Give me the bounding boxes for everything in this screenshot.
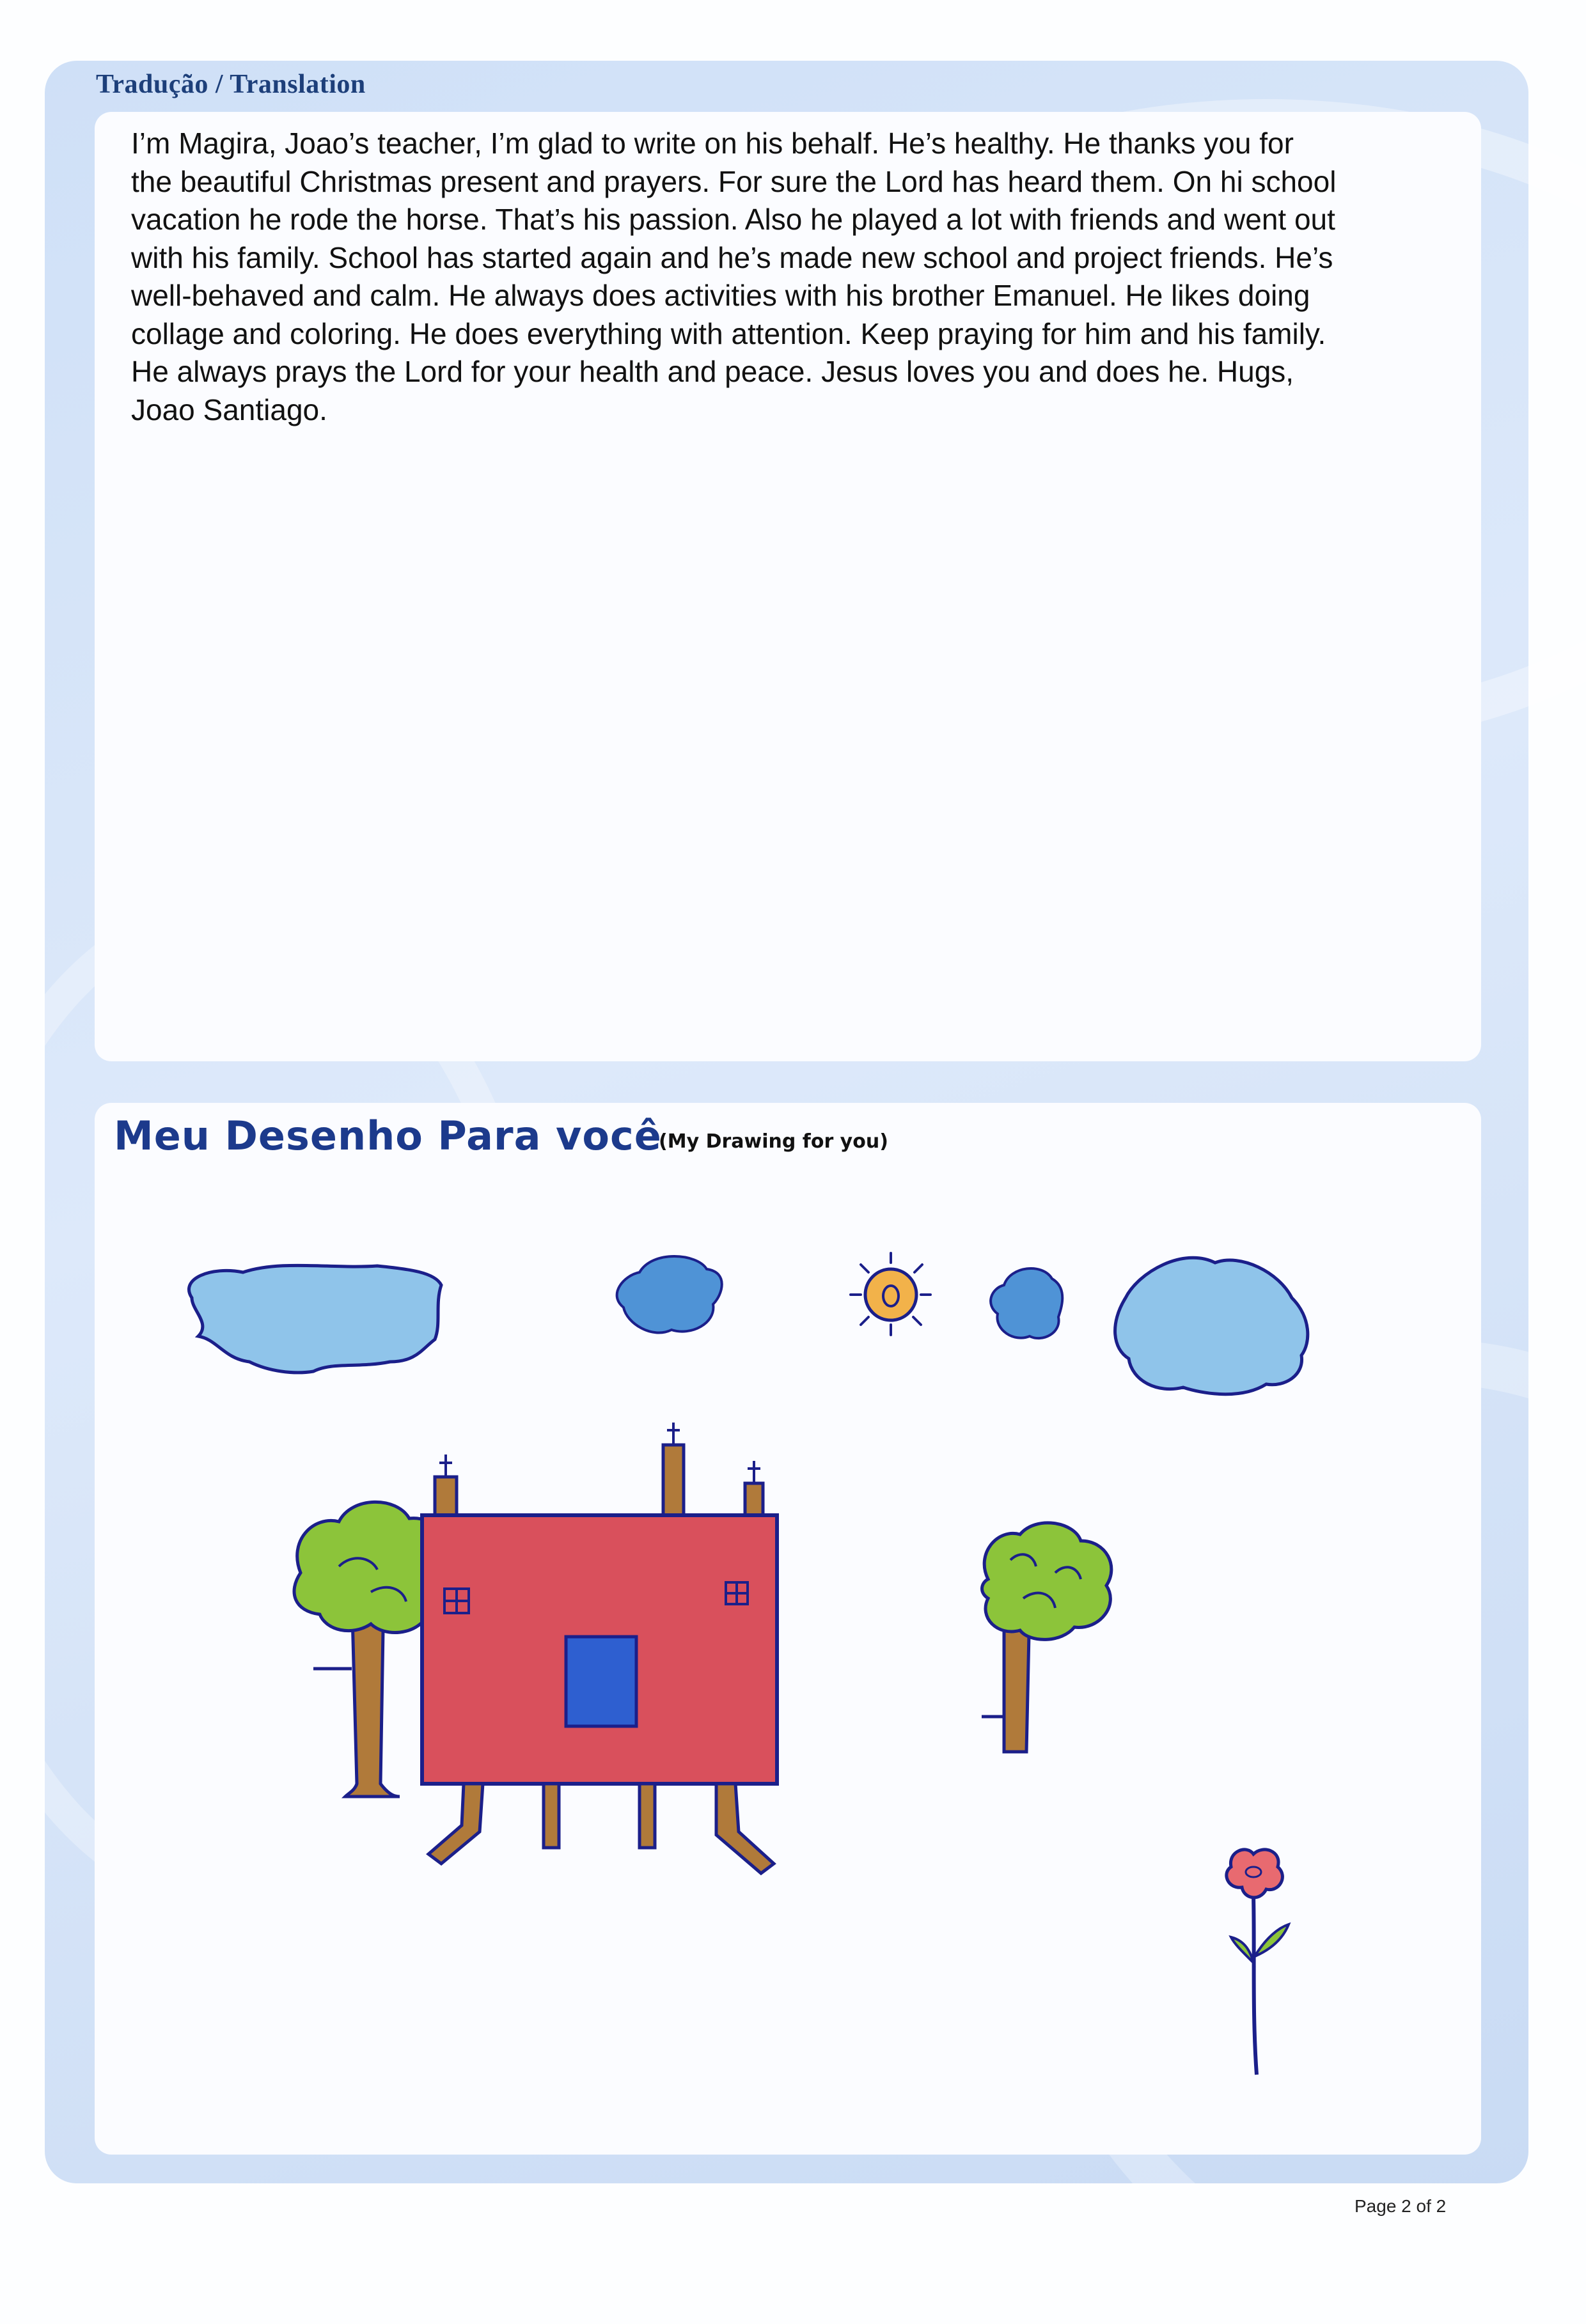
child-drawing (166, 1234, 1356, 2116)
translation-line: the beautiful Christmas present and prayers. For sure the Lord has heard them. On hi school (131, 164, 1337, 198)
house-chimney-left (435, 1477, 457, 1518)
flower-stem (1253, 1896, 1257, 2075)
drawing-subtitle: (My Drawing for you) (659, 1130, 888, 1153)
tree-right (982, 1523, 1111, 1752)
tree-right-foliage (982, 1523, 1111, 1640)
cloud-small-right (991, 1268, 1062, 1338)
sun-disc (865, 1269, 916, 1320)
sun (851, 1253, 930, 1335)
translation-line: collage and coloring. He does everything with attention. Keep praying for him and his family. (131, 316, 1326, 350)
translation-line: I’m Magira, Joao’s teacher, I’m glad to write on his behalf. He’s healthy. He thanks you for (131, 127, 1294, 160)
flower-bloom (1227, 1850, 1283, 1898)
cloud-small-left (617, 1256, 722, 1333)
translation-header: Tradução / Translation (96, 70, 366, 99)
house-door (566, 1637, 636, 1726)
flower-leaf-left (1231, 1937, 1253, 1963)
translation-line: He always prays the Lord for your health and peace. Jesus loves you and does he. Hugs, (131, 355, 1294, 388)
translation-line: vacation he rode the horse. That’s his passion. Also he played a lot with friends and went out (131, 203, 1335, 236)
cloud-right (1115, 1258, 1308, 1394)
flower-leaf-right (1255, 1924, 1289, 1956)
house-crosses (439, 1423, 760, 1483)
flower (1227, 1850, 1289, 2075)
cloud-left (189, 1265, 441, 1373)
page-number: Page 2 of 2 (1354, 2196, 1447, 2216)
translation-line: Joao Santiago. (131, 393, 327, 426)
translation-text (131, 125, 1474, 429)
drawing-title: Meu Desenho Para você (114, 1112, 662, 1159)
translation-line: well-behaved and calm. He always does activities with his brother Emanuel. He likes doing (131, 279, 1310, 312)
house-legs (428, 1784, 774, 1873)
house (422, 1423, 777, 1873)
translation-line: with his family. School has started again and he’s made new school and project friends. He’s (131, 240, 1333, 274)
house-chimney-center (663, 1445, 684, 1518)
